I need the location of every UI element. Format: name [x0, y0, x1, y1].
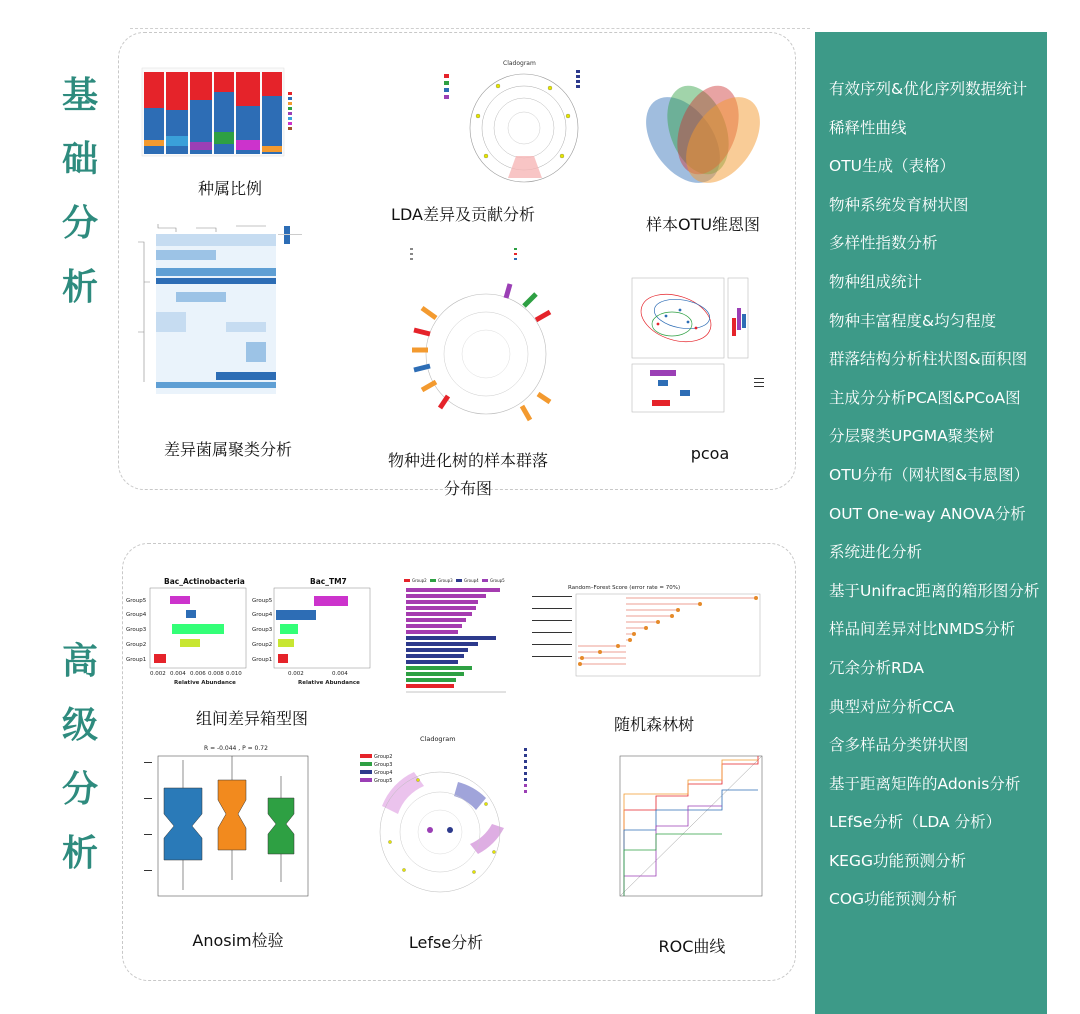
title-char: 分	[61, 203, 98, 244]
otu-venn-thumbnail	[628, 80, 776, 190]
phylo-tree-thumbnail	[402, 244, 562, 444]
analysis-list-item: 有效序列&优化序列数据统计	[829, 80, 1028, 98]
caption-genus-ratio: 种属比例	[197, 179, 262, 198]
box-tick: 0.004	[332, 671, 348, 677]
analysis-list-item: 分层聚类UPGMA聚类树	[829, 427, 995, 446]
analysis-list-item: 物种系统发育树状图	[829, 195, 969, 214]
box-group-label: Group5	[252, 598, 273, 604]
rf-title: Random–Forest Score (error rate = 70%)	[568, 585, 681, 591]
lda-legend: Group2	[412, 578, 427, 583]
analysis-list-item: 主成分分析PCA图&PCoA图	[829, 388, 1021, 407]
lefse-legend: Group3	[374, 762, 393, 768]
caption-random-forest: 随机森林树	[613, 715, 694, 734]
random-forest-thumbnail	[522, 582, 772, 690]
caption-anosim: Anosim检验	[192, 931, 284, 950]
analysis-list-item: 冗余分析RDA	[829, 658, 925, 677]
analysis-list-item: 样品间差异对比NMDS分析	[829, 620, 1016, 639]
analysis-list-item: OTU生成（表格）	[829, 157, 956, 176]
heatmap-thumbnail	[136, 222, 306, 418]
lefse-legend: Group2	[374, 754, 393, 760]
box-tick: 0.004	[170, 671, 186, 677]
lda-bar-thumbnail	[370, 576, 514, 704]
box-group-label: Group2	[126, 642, 147, 648]
box-group-label: Group5	[126, 598, 147, 604]
title-char: 析	[61, 833, 98, 874]
caption-lefse: Lefse分析	[408, 933, 484, 952]
analysis-list-sidebar	[815, 32, 1047, 1014]
caption-phylo-tree-line1: 物种进化树的样本群落	[388, 451, 549, 470]
group-boxplot-thumbnail	[124, 576, 380, 688]
lda-bars	[406, 588, 500, 688]
box-group-label: Group2	[252, 642, 273, 648]
analysis-list-item: KEGG功能预测分析	[829, 851, 966, 870]
analysis-list-item: 稀释性曲线	[829, 118, 907, 137]
caption-phylo-tree-line2: 分布图	[443, 479, 492, 498]
box-xlabel: Relative Abundance	[174, 680, 236, 686]
lda-legend: Group4	[464, 578, 479, 583]
lefse-legend: Group5	[374, 778, 393, 784]
box-xlabel: Relative Abundance	[298, 680, 360, 686]
analysis-list-item: 物种组成统计	[829, 272, 923, 291]
box-group-label: Group4	[126, 612, 147, 618]
analysis-list-item: 基于Unifrac距离的箱形图分析	[829, 581, 1040, 600]
box-group-label: Group4	[252, 612, 273, 618]
title-char: 级	[61, 705, 98, 746]
box-tick: 0.010	[226, 671, 242, 677]
box-tick: 0.002	[288, 671, 304, 677]
anosim-thumbnail	[136, 742, 312, 918]
caption-pcoa: pcoa	[690, 444, 730, 463]
title-char: 分	[61, 769, 98, 810]
title-char: 高	[61, 641, 98, 682]
box-group-label: Group1	[252, 657, 273, 663]
lefse-thumbnail	[354, 732, 560, 894]
lefse-legend: Group4	[374, 770, 393, 776]
genus-ratio-thumbnail	[136, 62, 312, 174]
analysis-list-item: 群落结构分析柱状图&面积图	[829, 350, 1028, 369]
box-group-label: Group3	[252, 627, 273, 633]
title-char: 础	[61, 139, 98, 180]
box-group-label: Group3	[126, 627, 147, 633]
pcoa-thumbnail	[622, 268, 772, 418]
analysis-list-item: 典型对应分析CCA	[829, 697, 955, 716]
lda-legend: Group5	[490, 578, 505, 583]
advanced-analysis-title	[50, 630, 110, 886]
analysis-list-item: OUT One-way ANOVA分析	[829, 504, 1026, 523]
caption-otu-venn: 样本OTU维恩图	[645, 215, 761, 234]
caption-heatmap: 差异菌属聚类分析	[163, 440, 292, 459]
lda-legend: Group3	[438, 578, 453, 583]
basic-analysis-title	[50, 64, 110, 320]
analysis-list-item: 多样性指数分析	[829, 234, 938, 253]
caption-lda: LDA差异及贡献分析	[391, 205, 535, 224]
lefse-cladogram-title: Cladogram	[420, 735, 456, 743]
caption-roc: ROC曲线	[658, 937, 726, 956]
analysis-list-item: 含多样品分类饼状图	[829, 736, 969, 755]
title-char: 析	[61, 267, 98, 308]
box-tick: 0.006	[190, 671, 206, 677]
roc-thumbnail	[598, 750, 770, 916]
lda-cladogram-thumbnail	[438, 56, 618, 204]
boxplot-1-title: Bac_Actinobacteria	[164, 577, 245, 586]
analysis-list-item: 基于距离矩阵的Adonis分析	[829, 774, 1021, 793]
box-group-label: Group1	[126, 657, 147, 663]
title-char: 基	[61, 75, 98, 116]
boxplot-2-title: Bac_TM7	[310, 577, 347, 586]
heatmap-cells	[156, 234, 276, 394]
analysis-list-item: 物种丰富程度&均匀程度	[829, 311, 997, 330]
analysis-list-item: OTU分布（网状图&韦恩图）	[829, 465, 1030, 484]
analysis-list	[815, 32, 1047, 919]
anosim-stat: R = -0.044 , P = 0.72	[204, 745, 268, 752]
box-tick: 0.008	[208, 671, 224, 677]
analysis-list-item: LEfSe分析（LDA 分析）	[829, 813, 1002, 832]
cladogram-title: Cladogram	[503, 60, 536, 67]
box-tick: 0.002	[150, 671, 166, 677]
top-divider	[130, 28, 810, 29]
caption-boxplot: 组间差异箱型图	[195, 709, 308, 728]
analysis-list-item: COG功能预测分析	[829, 890, 958, 909]
legend-swatches	[288, 92, 292, 130]
analysis-list-item: 系统进化分析	[829, 543, 923, 562]
